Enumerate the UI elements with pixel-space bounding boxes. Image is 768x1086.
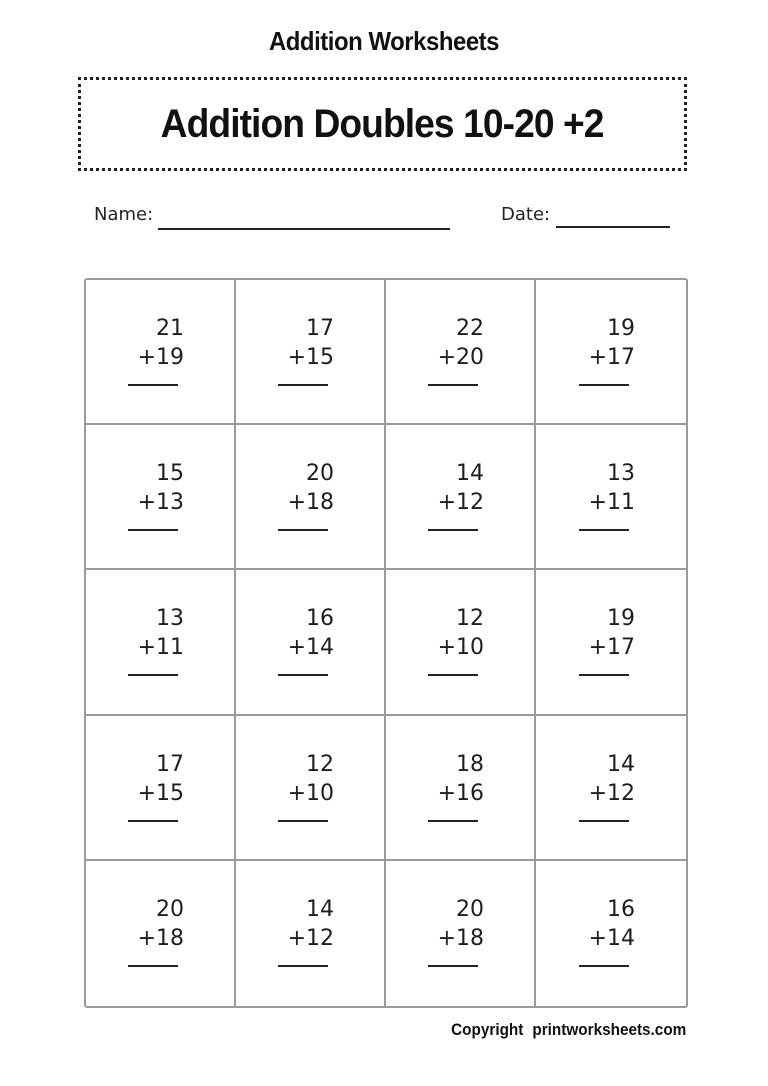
addend-bottom: +11 <box>137 635 184 661</box>
problem-cell <box>536 861 686 1006</box>
addend-top: 13 <box>607 461 635 487</box>
problem-cell <box>386 570 536 715</box>
addition-problem <box>282 750 334 859</box>
addition-problem <box>432 750 484 859</box>
addend-top: 19 <box>607 316 635 341</box>
name-field-line[interactable] <box>158 228 450 230</box>
problem-cell <box>536 716 686 861</box>
answer-line[interactable] <box>579 384 629 386</box>
name-label: Name: <box>94 204 154 225</box>
problem-cell <box>236 716 386 861</box>
addend-top: 16 <box>607 896 635 922</box>
answer-line[interactable] <box>128 820 178 822</box>
addend-bottom: +13 <box>137 490 184 516</box>
problem-cell <box>86 716 236 861</box>
answer-line[interactable] <box>428 674 478 676</box>
worksheet-category-title: Addition Worksheets <box>268 26 500 56</box>
addend-bottom: +11 <box>588 490 635 516</box>
addition-problem <box>583 314 635 423</box>
addend-top: 21 <box>156 316 184 341</box>
addend-bottom: +18 <box>287 490 334 516</box>
addition-problem <box>132 459 184 568</box>
answer-line[interactable] <box>579 965 629 967</box>
problem-cell <box>536 280 686 425</box>
problem-cell <box>236 425 386 570</box>
addition-problem <box>432 895 484 1006</box>
answer-line[interactable] <box>278 965 328 967</box>
answer-line[interactable] <box>278 674 328 676</box>
site-name: printworksheets.com <box>532 1020 686 1039</box>
answer-line[interactable] <box>128 674 178 676</box>
addition-problem <box>282 895 334 1006</box>
answer-line[interactable] <box>278 384 328 386</box>
addend-top: 12 <box>456 606 484 632</box>
addition-problem <box>282 459 334 568</box>
problem-cell <box>536 570 686 715</box>
addend-top: 17 <box>156 751 184 777</box>
addend-bottom: +10 <box>287 780 334 806</box>
addend-top: 14 <box>456 461 484 487</box>
addend-bottom: +12 <box>287 925 334 951</box>
addition-problem <box>132 604 184 713</box>
problem-cell <box>236 861 386 1006</box>
answer-line[interactable] <box>278 529 328 531</box>
addend-top: 12 <box>306 751 334 777</box>
addend-top: 22 <box>456 316 484 341</box>
addition-problem <box>282 314 334 423</box>
addend-bottom: +15 <box>287 345 334 370</box>
answer-line[interactable] <box>428 384 478 386</box>
answer-line[interactable] <box>128 529 178 531</box>
problem-cell <box>236 570 386 715</box>
addition-problem <box>432 604 484 713</box>
problem-cell <box>386 425 536 570</box>
addend-bottom: +12 <box>588 780 635 806</box>
addition-problem <box>432 459 484 568</box>
addend-bottom: +19 <box>137 345 184 370</box>
problem-grid <box>84 278 688 1008</box>
addend-bottom: +17 <box>588 345 635 370</box>
answer-line[interactable] <box>579 529 629 531</box>
addition-problem <box>282 604 334 713</box>
copyright-label: Copyright <box>450 1020 524 1039</box>
copyright-footer <box>451 1020 686 1040</box>
addend-bottom: +18 <box>137 925 184 951</box>
addend-bottom: +15 <box>137 780 184 806</box>
answer-line[interactable] <box>428 529 478 531</box>
answer-line[interactable] <box>428 820 478 822</box>
answer-line[interactable] <box>128 384 178 386</box>
addend-bottom: +14 <box>588 925 635 951</box>
addition-problem <box>583 459 635 568</box>
answer-line[interactable] <box>278 820 328 822</box>
problem-cell <box>86 861 236 1006</box>
date-label: Date: <box>501 204 551 225</box>
addition-problem <box>583 604 635 713</box>
addend-bottom: +14 <box>287 635 334 661</box>
worksheet-title: Addition Doubles 10-20 +2 <box>161 101 604 146</box>
problem-cell <box>86 280 236 425</box>
problem-cell <box>386 861 536 1006</box>
addend-top: 18 <box>456 751 484 777</box>
addend-top: 19 <box>607 606 635 632</box>
answer-line[interactable] <box>579 820 629 822</box>
addition-problem <box>132 895 184 1006</box>
answer-line[interactable] <box>579 674 629 676</box>
addend-top: 15 <box>156 461 184 487</box>
problem-cell <box>536 425 686 570</box>
addend-top: 17 <box>306 316 334 341</box>
addend-top: 20 <box>156 896 184 922</box>
problem-cell <box>386 716 536 861</box>
addend-top: 14 <box>306 896 334 922</box>
answer-line[interactable] <box>428 965 478 967</box>
addend-bottom: +12 <box>437 490 484 516</box>
addend-bottom: +20 <box>437 345 484 370</box>
title-box <box>78 77 687 171</box>
problem-cell <box>386 280 536 425</box>
addend-top: 16 <box>306 606 334 632</box>
addend-bottom: +16 <box>437 780 484 806</box>
addend-top: 20 <box>456 896 484 922</box>
addend-top: 13 <box>156 606 184 632</box>
addend-top: 14 <box>607 751 635 777</box>
addition-problem <box>132 750 184 859</box>
answer-line[interactable] <box>128 965 178 967</box>
addend-bottom: +18 <box>437 925 484 951</box>
problem-cell <box>236 280 386 425</box>
addition-problem <box>132 314 184 423</box>
date-field-line[interactable] <box>556 226 670 228</box>
addend-bottom: +17 <box>588 635 635 661</box>
addition-problem <box>583 895 635 1006</box>
addend-bottom: +10 <box>437 635 484 661</box>
addend-top: 20 <box>306 461 334 487</box>
problem-cell <box>86 425 236 570</box>
addition-problem <box>432 314 484 423</box>
problem-cell <box>86 570 236 715</box>
addition-problem <box>583 750 635 859</box>
